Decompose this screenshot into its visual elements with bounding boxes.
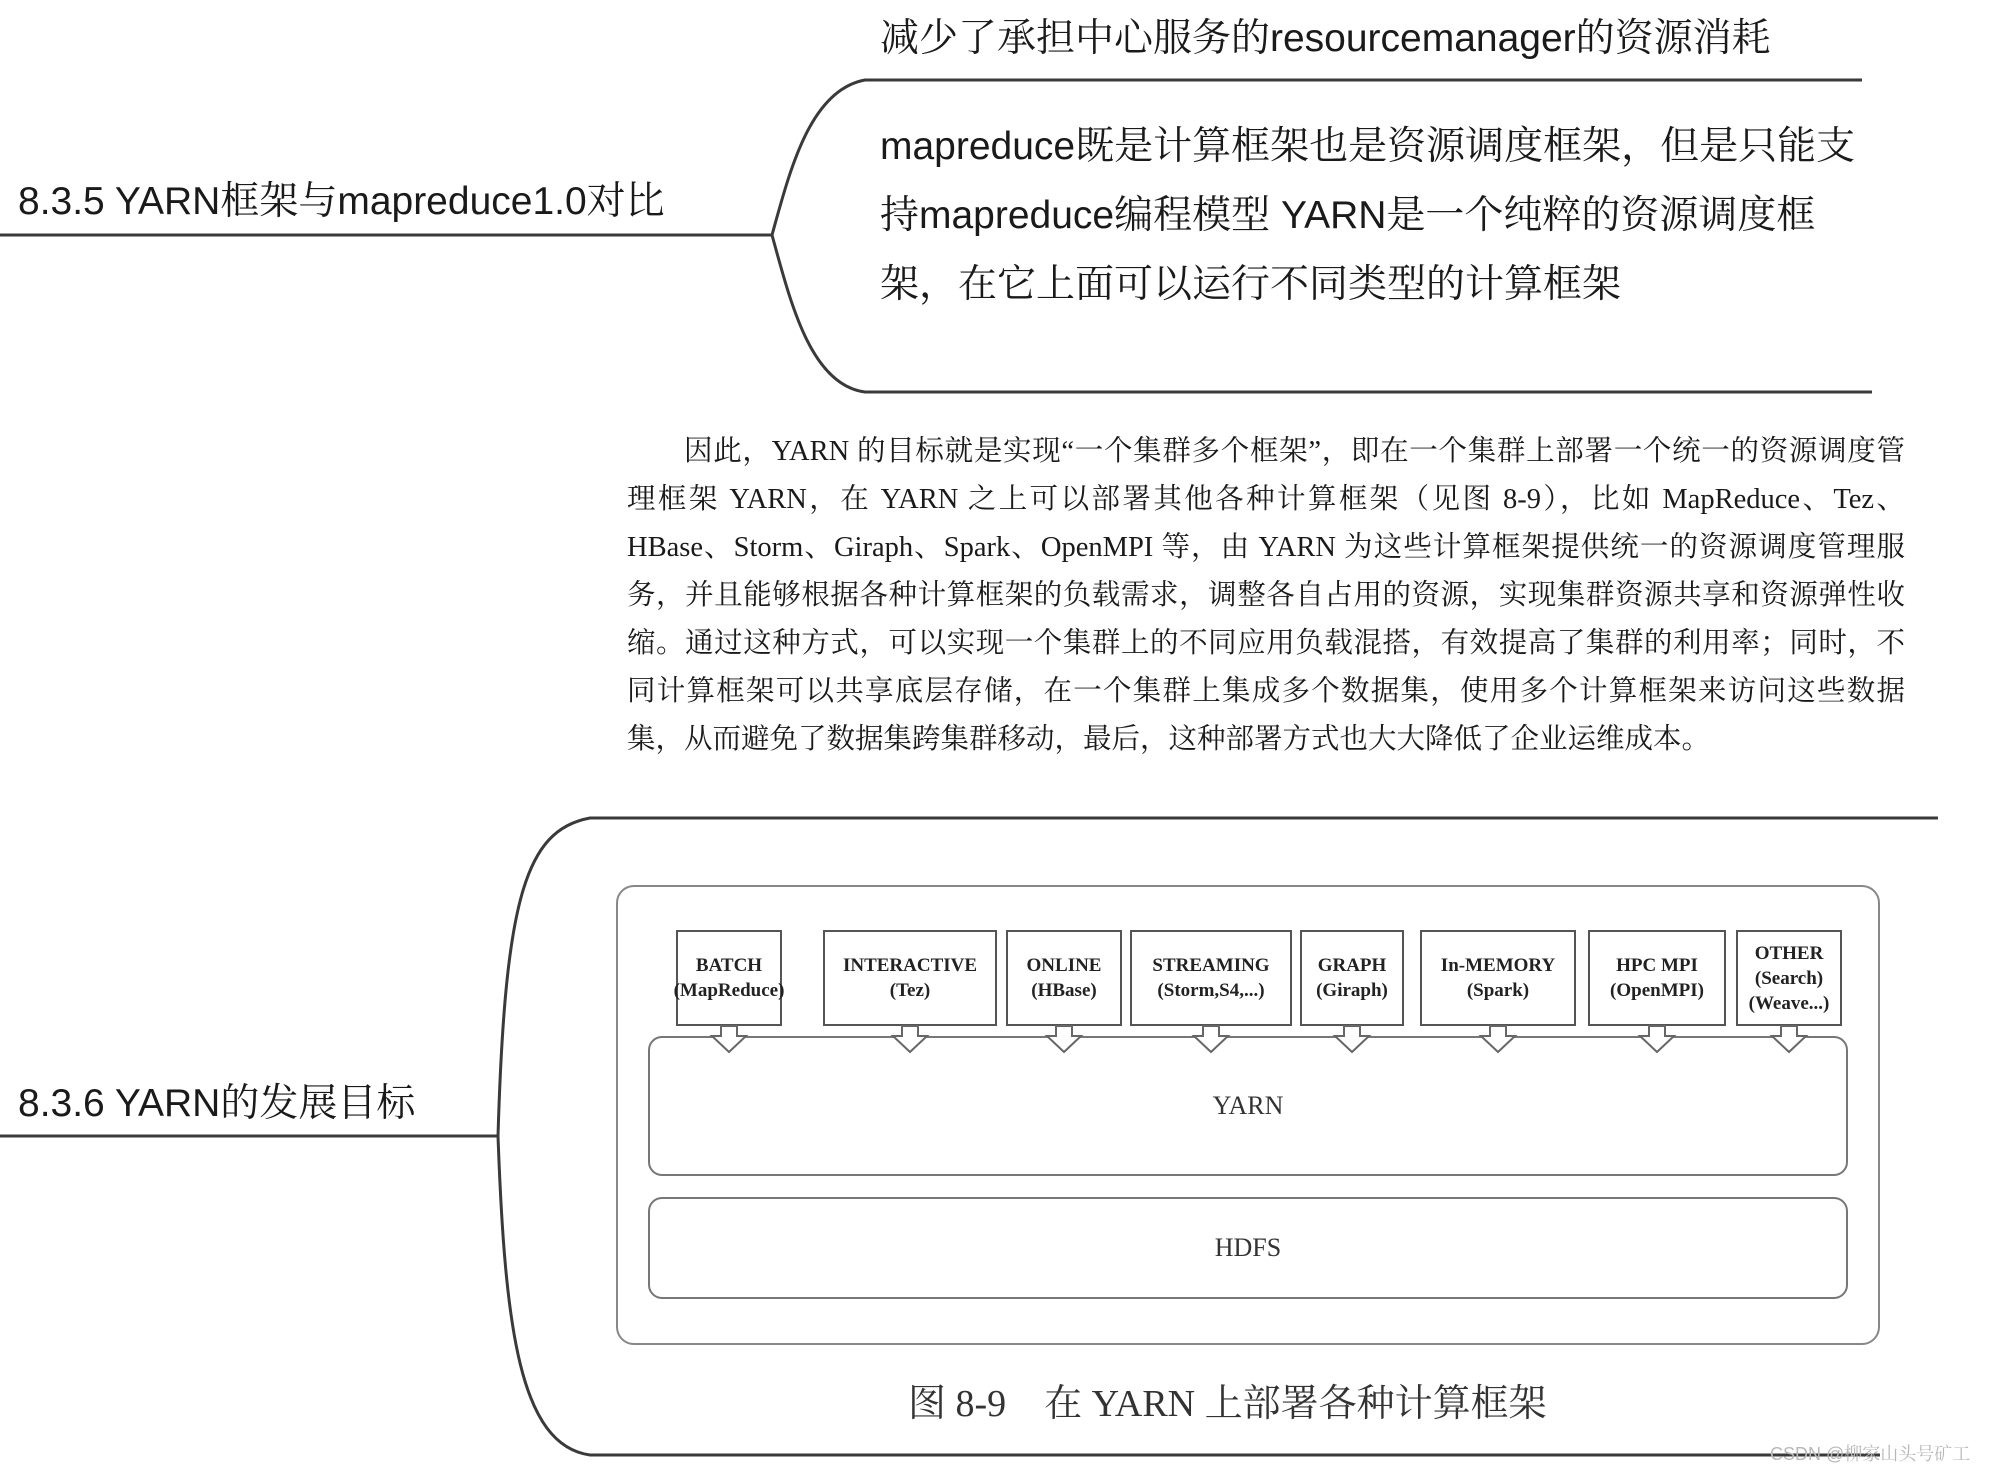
framework-sub: (HBase) <box>1031 980 1097 1001</box>
arrow-interactive <box>893 1026 927 1052</box>
hdfs-label: HDFS <box>1214 1233 1282 1262</box>
framework-sub: (MapReduce) <box>673 980 785 1001</box>
framework-name: OTHER <box>1754 942 1824 964</box>
book-paragraph: 因此，YARN 的目标就是实现“一个集群多个框架”，即在一个集群上部署一个统一的资源调度管理框架 YARN，在 YARN 之上可以部署其他各种计算框架（见图 8-9），比如 MapReduce、Tez、HBase、Storm、Giraph、Spark、OpenMPI 等，由 YARN 为这些计算框架提供统一的资源调度管理服务，并且能够根据各种计算框架的负载需求，调整各自占用的资源，实现集群资源共享和资源弹性收缩。通过这种方式，可以实现一个集群上的不同应用负载混搭，有效提高了集群的利用率；同时，不同计算框架可以共享底层存储，在一个集群上集成多个数据集，使用多个计算框架来访问这些数据集，从而避免了数据集跨集群移动，最后，这种部署方式也大大降低了企业运维成本。 <box>627 436 1905 755</box>
arrow-online <box>1047 1026 1081 1052</box>
framework-name: BATCH <box>695 955 763 976</box>
framework-name: HPC MPI <box>1616 955 1698 976</box>
framework-sub: (Spark) <box>1466 980 1530 1001</box>
framework-name: INTERACTIVE <box>842 955 978 976</box>
topic-836-title[interactable]: 8.3.6 YARN的发展目标 <box>18 1082 416 1125</box>
arrow-batch <box>712 1026 746 1052</box>
framework-sub: (OpenMPI) <box>1610 980 1704 1001</box>
hdfs-layer <box>648 1197 1848 1299</box>
framework-name: GRAPH <box>1317 955 1387 976</box>
arrow-other <box>1772 1026 1806 1052</box>
yarn-label: YARN <box>1212 1091 1284 1120</box>
framework-sub: (Giraph) <box>1316 980 1388 1001</box>
figure-caption: 图 8-9 在 YARN 上部署各种计算框架 <box>908 1383 1547 1425</box>
arrow-in-memory <box>1481 1026 1515 1052</box>
framework-name: ONLINE <box>1026 955 1102 976</box>
topic-835-child-2[interactable]: mapreduce既是计算框架也是资源调度框架，但是只能支持mapreduce编程模型 YARN是一个纯粹的资源调度框架，在它上面可以运行不同类型的计算框架 <box>880 125 1856 306</box>
framework-sub-2: (Weave...) <box>1748 992 1830 1014</box>
arrow-hpc-mpi <box>1640 1026 1674 1052</box>
topic-835-title[interactable]: 8.3.5 YARN框架与mapreduce1.0对比 <box>18 180 665 223</box>
framework-name: STREAMING <box>1152 955 1270 976</box>
framework-sub: (Search) <box>1754 967 1824 989</box>
framework-sub: (Tez) <box>889 980 931 1001</box>
arrow-streaming <box>1194 1026 1228 1052</box>
arrow-graph <box>1335 1026 1369 1052</box>
watermark: CSDN @柳家山头号矿工 <box>1770 1444 1971 1464</box>
framework-name: In-MEMORY <box>1440 955 1556 976</box>
framework-sub: (Storm,S4,...) <box>1157 980 1265 1001</box>
topic-835-child-1[interactable]: 减少了承担中心服务的resourcemanager的资源消耗 <box>880 17 1771 60</box>
